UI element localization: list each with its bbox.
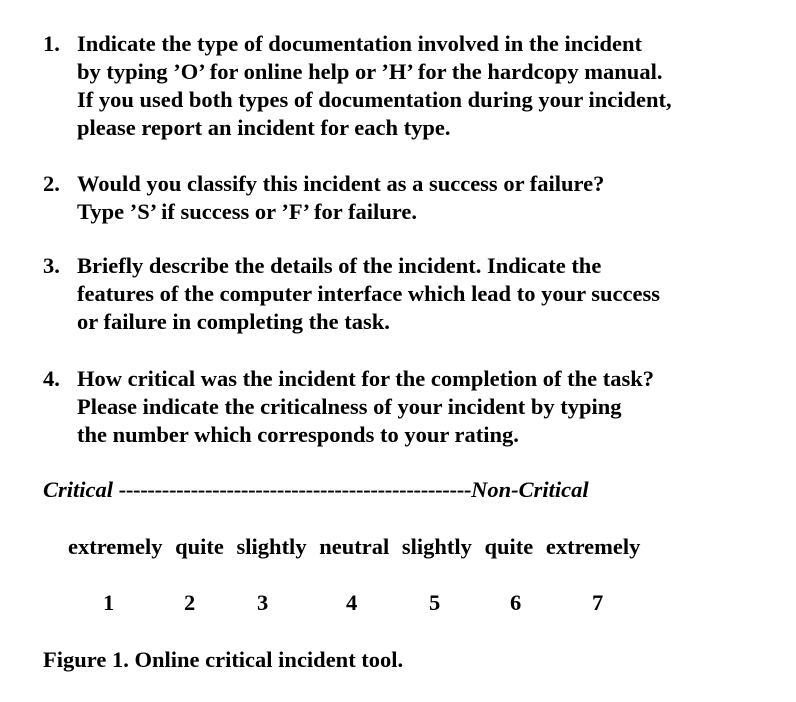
- question-text-line: If you used both types of documentation during your incident,: [77, 87, 672, 112]
- scale-number: 4: [346, 590, 358, 615]
- question-number: 3.: [43, 253, 60, 278]
- scale-number: 7: [592, 590, 604, 615]
- question-2: [43, 170, 604, 226]
- scale-word: quite: [484, 534, 534, 559]
- question-text-line: please report an incident for each type.: [77, 115, 451, 140]
- scale-number: 3: [257, 590, 269, 615]
- scale-word: slightly: [401, 534, 472, 559]
- scale-right-label: Non-Critical: [471, 477, 589, 502]
- scale-word: quite: [175, 534, 224, 559]
- scale-word: extremely: [68, 534, 163, 559]
- scale-number: 2: [184, 590, 196, 615]
- rating-scale-words: [68, 533, 647, 561]
- question-3: [43, 252, 660, 336]
- question-1: [43, 30, 672, 142]
- question-text-line: by typing ’O’ for online help or ’H’ for the hardcopy manual.: [77, 59, 663, 84]
- question-number: 2.: [43, 171, 60, 196]
- question-text-line: How critical was the incident for the completion of the task?: [77, 366, 655, 391]
- scale-number: 1: [103, 590, 115, 615]
- question-number: 1.: [43, 31, 60, 56]
- rating-scale-endpoints: [43, 476, 589, 504]
- question-number: 4.: [43, 366, 60, 391]
- scale-word: extremely: [545, 534, 641, 559]
- scale-number: 5: [429, 590, 441, 615]
- question-text-line: Type ’S’ if success or ’F’ for failure.: [77, 199, 417, 224]
- scale-left-label: Critical: [43, 477, 114, 502]
- rating-scale-numbers: [0, 589, 796, 617]
- scale-word: slightly: [236, 534, 307, 559]
- figure-caption: Figure 1. Online critical incident tool.: [43, 647, 404, 672]
- question-text-line: Please indicate the criticalness of your incident by typing: [77, 394, 622, 419]
- scale-number: 6: [510, 590, 522, 615]
- question-text-line: Indicate the type of documentation involved in the incident: [77, 31, 643, 56]
- question-text-line: features of the computer interface which lead to your success: [77, 281, 661, 306]
- scale-word: neutral: [319, 534, 390, 559]
- question-text-line: or failure in completing the task.: [77, 309, 390, 334]
- question-4: [43, 365, 654, 449]
- scale-dash-line: -------------------------------------------------: [118, 477, 472, 502]
- question-text-line: Briefly describe the details of the incident. Indicate the: [77, 253, 602, 278]
- question-text-line: Would you classify this incident as a success or failure?: [77, 171, 605, 196]
- question-text-line: the number which corresponds to your rating.: [77, 422, 519, 447]
